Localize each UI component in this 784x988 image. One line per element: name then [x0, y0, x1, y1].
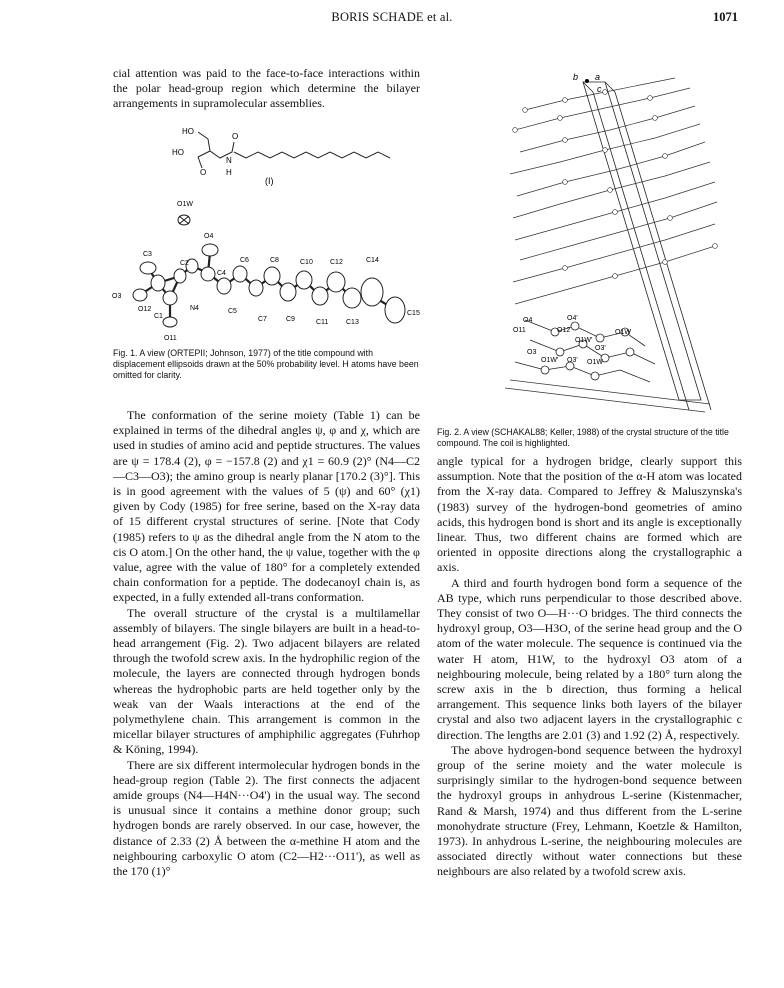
paragraph-intro-end: cial attention was paid to the face-to-face interactions within the polar head-group region which determine the bilayer arrangements in supramolecular assemblies. — [113, 66, 420, 111]
axis-label-a: a — [595, 72, 601, 82]
figure-2-packing — [505, 70, 725, 420]
fig2-label-o1wp: O1W' — [575, 337, 593, 344]
scheme-o-2: O — [200, 168, 207, 177]
atom-label-c8: C8 — [270, 257, 279, 264]
paragraph-conformation: The conformation of the serine moiety (Table 1) can be explained in terms of the dihedral angles ψ, φ and χ, which are used in studies of amino acid and peptide structures. The values are ψ = 178.4 (2), φ = −157.8 (2) and χ1 = 60.9 (2)° (N4—C2—C3—O3); the amino group is nearly planar [170.2 (3)°]. This is in good agreement with the values of 5 (ψ) and 60° (χ1) given by Cody (1985) for free serine, based on the X-ray data of 15 different crystal structures of serine. [Note that Cody (1985) refers to ψ as the dihedral angle from the N atom to the cis O atom.] On the other hand, the ψ value, together with the φ value, agree with the value of 180° for a completely extended chain conformation for a peptide. The dodecanoyl chain is, as expected, in a fully extended all-trans conformation. — [113, 408, 420, 605]
atom-label-c4: C4 — [217, 270, 226, 277]
atom-label-c7: C7 — [258, 316, 267, 323]
right-column-body — [437, 454, 742, 880]
atom-label-c9: C9 — [286, 316, 295, 323]
scheme-ho-1: HO — [182, 127, 194, 136]
atom-label-c14: C14 — [366, 257, 379, 264]
axis-label-c: c — [597, 84, 602, 94]
atom-label-c2: C2 — [180, 260, 189, 267]
figure-1-ortep — [110, 198, 420, 348]
chain-atoms-top — [513, 90, 718, 279]
scheme-n: N — [226, 156, 232, 165]
chains-top — [510, 78, 717, 304]
atom-label-c15: C15 — [407, 310, 420, 317]
fig2-label-o12: O12 — [557, 327, 571, 334]
atom-label-o1w: O1W — [177, 201, 193, 208]
figure-1-caption: Fig. 1. A view (ORTEPII; Johnson, 1977) of the title compound with displacement ellipsoids drawn at the 50% probability level. H atoms have been omitted for clarity. — [113, 348, 419, 380]
atom-label-c13: C13 — [346, 319, 359, 326]
left-column-body — [113, 408, 420, 879]
scheme-alkyl-chain — [234, 152, 390, 158]
fig2-label-o3p: O3' — [595, 345, 606, 352]
fig2-label-o11: O11 — [513, 327, 526, 334]
fig2-label-o3pp: O3' — [567, 357, 578, 364]
atom-label-c12: C12 — [330, 259, 343, 266]
unit-cell — [583, 82, 701, 400]
fig2-label-o4: O4 — [523, 317, 533, 324]
chains-bottom — [505, 380, 710, 412]
paragraph-serine-comparison: The above hydrogen-bond sequence between the hydroxyl group of the serine moiety and the water molecule is surprisingly similar to the hydrogen-bond sequence between the hydroxyl groups in anhydrous L-serine (Kistenmacher, Rand & Marsh, 1974) and thus different from the L-serine monohydrate structure (Frey, Lehmann, Koetzle & Hamilton, 1973). In anhydrous L-serine, the neighbouring molecules are associated directly without water connections but these neighbours are also related by a twofold screw axis. — [437, 742, 742, 879]
atom-label-c11: C11 — [316, 319, 329, 326]
atom-label-o12: O12 — [138, 306, 152, 313]
atom-label-c5: C5 — [228, 308, 237, 315]
paragraph-hydrogen-bonds: There are six different intermolecular hydrogen bonds in the head-group region (Table 2). The first connects the adjacent amide groups (N4—H4N···O4') in the usual way. The second is unusual since it contains a methine donor group; such hydrogen bonds are rarely observed. In our case, however, the distance of 2.33 (2) Å between the α-methine H atom and the neighbouring carboxylic O atom (C2—H2···O11'), as well as the 170 (1)° — [113, 757, 420, 879]
paragraph-ab-sequence: A third and fourth hydrogen bond form a sequence of the AB type, which runs perpendicular to those described above. They consist of two O—H···O bridges. The third connects the hydroxyl group, O3—H3O, of the serine head group and the O atom of the water molecule. The sequence is continued via the water H atom, H1W, to the hydroxyl O3 atom of a neighbouring molecule, being related by a 180° turn along the screw axis in the b direction, thus forming a helical arrangement. This sequence links both layers of the bilayer crystal and also two adjacent layers in the crystallographic c direction. The lengths are 2.01 (3) and 1.92 (2) Å, respectively. — [437, 575, 742, 742]
fig2-label-o1wppp: O1W — [587, 359, 603, 366]
chemical-scheme — [170, 122, 410, 192]
scheme-h: H — [226, 168, 232, 177]
atom-label-o11: O11 — [164, 335, 177, 342]
fig2-label-o1wpp: O1W' — [541, 357, 559, 364]
fig2-label-o1w: O1W — [615, 329, 631, 336]
scheme-label: (I) — [265, 176, 274, 186]
atom-label-o3: O3 — [112, 293, 122, 300]
left-column-top — [113, 66, 420, 112]
fig2-label-o4p: O4' — [567, 315, 578, 322]
atom-label-c6: C6 — [240, 257, 249, 264]
fig2-label-o3: O3 — [527, 349, 537, 356]
figure-2-caption: Fig. 2. A view (SCHAKAL88; Keller, 1988) of the crystal structure of the title compound. The coil is highlighted. — [437, 427, 729, 448]
scheme-ho-2: HO — [172, 148, 184, 157]
atom-label-o4: O4 — [204, 233, 214, 240]
atom-label-c3: C3 — [143, 251, 152, 258]
atom-label-n4: N4 — [190, 305, 199, 312]
atom-label-c1: C1 — [154, 313, 163, 320]
page-number: 1071 — [713, 10, 738, 24]
scheme-headgroup-bonds — [198, 132, 234, 158]
scheme-o-1: O — [232, 132, 239, 141]
paragraph-angle: angle typical for a hydrogen bridge, clearly support this assumption. Note that the position of the α-H atom was located from the X-ray data. Compared to Jeffrey & Maluszynska's (1983) survey of the hydrogen-bond geometries of amino acids, this hydrogen bond is short and its angle is exceptionally linear. Thus, two different chains are formed which are oriented in opposite directions along the crystallographic a axis. — [437, 454, 742, 575]
paragraph-overall-structure: The overall structure of the crystal is a multilamellar assembly of bilayers. The single bilayers are built in a head-to-head arrangement (Fig. 2). Two adjacent bilayers are related through the twofold screw axis. In the hydrophilic region of the molecule, the layers are connected through hydrogen bonds whereas the hydrophobic parts are held together only by the weak van der Waals interactions at the end of the polymethylene chain. This arrangement is common in the micellar bilayer structures of amphiphilic aggregates (Fuhrhop & Köning, 1994). — [113, 605, 420, 757]
running-header-title: BORIS SCHADE et al. — [331, 10, 453, 24]
atom-label-c10: C10 — [300, 259, 313, 266]
axis-label-b: b — [573, 72, 579, 82]
